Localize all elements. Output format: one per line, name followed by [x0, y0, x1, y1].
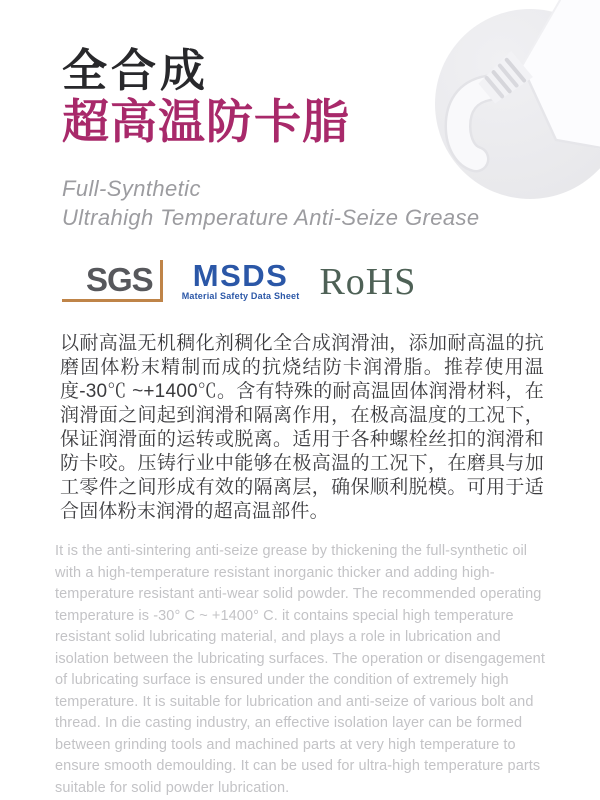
description-english: It is the anti-sintering anti-seize grease by thickening the full-synthetic oil with a high-temperature resistant inorganic thicker and adding high-temperature resistant anti-wear solid powder. The recommended operating temperature is -30° C ~ +1400° C. it contains special high temperature resistant solid lubricating material, and plays a role in lubrication and isolation between the lubricating surfaces. The operation or disengagement of lubricating surface is ensured under the condition of extremely high temperature. It is suitable for lubrication and anti-seize of various bolt and thread. In die casting industry, an effective isolation layer can be formed between grinding tools and machined parts at very high temperature to ensure smooth demoulding. It can be used for ultra-high temperature parts suitable for solid powder lubrication.	[55, 543, 545, 796]
sgs-logo	[62, 262, 162, 302]
product-title-cn-line2: 超高温防卡脂	[62, 95, 350, 148]
sgs-logo-corner-bar	[160, 260, 163, 302]
msds-logo-subtext: Material Safety Data Sheet	[181, 291, 300, 301]
description-chinese: 以耐高温无机稠化剂稠化全合成润滑油，添加耐高温的抗磨固体粉末精制而成的抗烧结防卡润滑脂。推荐使用温度-30℃ ~+1400℃。含有特殊的耐高温固体润滑材料，在润滑面之间起到润滑和隔离作用，在极高温度的工况下，保证润滑面的运转或脱离。适用于各种螺栓丝扣的润滑和防卡咬。压铸行业中能够在极高温的工况下，在磨具与加工零件之间形成有效的隔离层，确保顺利脱模。可用于适合固体粉末润滑的超高温部件。	[60, 333, 544, 522]
msds-logo-text: MSDS	[192, 258, 289, 293]
sgs-logo-text: SGS	[86, 261, 153, 298]
certification-logos	[62, 258, 600, 302]
rohs-logo	[319, 261, 417, 303]
rohs-logo-text: RoHS	[319, 261, 417, 303]
subtitle-line-1: Full-Synthetic	[62, 176, 201, 201]
product-subtitle-en	[62, 174, 600, 232]
subtitle-line-2: Ultrahigh Temperature Anti-Seize Grease	[62, 205, 480, 230]
msds-logo	[181, 258, 300, 302]
title-block	[0, 0, 600, 232]
product-title-cn-line1: 全合成	[62, 45, 210, 96]
